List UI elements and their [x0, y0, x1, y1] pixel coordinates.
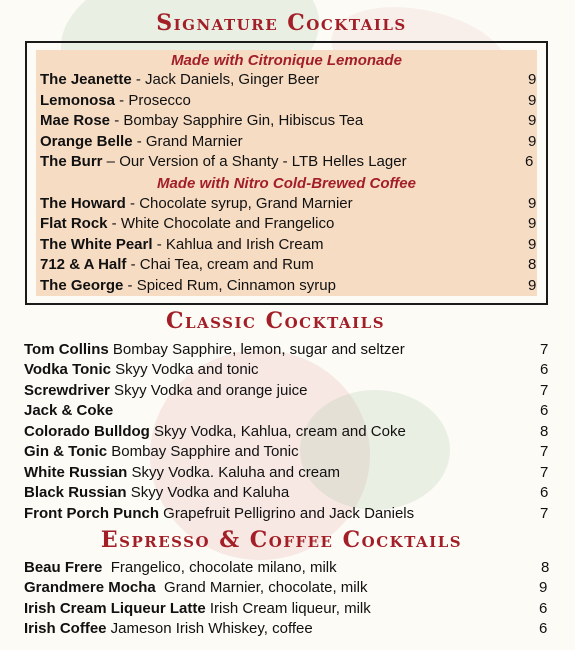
- item-separator: -: [125, 195, 140, 212]
- item-separator: -: [123, 277, 137, 294]
- menu-item: [24, 599, 371, 619]
- item-name: Screwdriver: [24, 382, 110, 399]
- item-name: Orange Belle: [40, 133, 133, 150]
- item-price: 8: [528, 256, 537, 273]
- item-name: Front Porch Punch: [24, 505, 159, 522]
- item-name: Irish Coffee: [24, 620, 107, 637]
- item-separator: -: [107, 215, 121, 232]
- item-name: Irish Cream Liqueur Latte: [24, 600, 206, 617]
- item-price: 6: [525, 153, 534, 170]
- item-description: Skyy Vodka, Kahlua, cream and Coke: [149, 423, 406, 440]
- item-price: 9: [528, 215, 537, 232]
- item-description: Skyy Vodka and tonic: [110, 361, 259, 378]
- item-description: Jameson Irish Whiskey, coffee: [106, 620, 313, 637]
- menu-item: [24, 483, 289, 503]
- nitro-coffee-subheading: Made with Nitro Cold-Brewed Coffee: [157, 175, 416, 192]
- item-price: 7: [540, 382, 549, 399]
- menu-item: [24, 504, 414, 524]
- item-price: 8: [540, 423, 549, 440]
- item-price: 9: [528, 92, 537, 109]
- item-description: Prosecco: [128, 92, 191, 109]
- menu-item: [24, 619, 313, 639]
- item-name: Mae Rose: [40, 112, 111, 129]
- item-description: Our Version of a Shanty - LTB Helles Lager: [119, 153, 407, 170]
- item-name: Grandmere Mocha: [24, 579, 156, 596]
- item-price: 8: [541, 559, 550, 576]
- menu-item: [24, 360, 259, 380]
- item-description: Grapefruit Pelligrino and Jack Daniels: [159, 505, 415, 522]
- item-price: 9: [528, 112, 537, 129]
- item-description: Grand Marnier, chocolate, milk: [155, 579, 368, 596]
- item-price: 7: [540, 341, 549, 358]
- item-description: White Chocolate and Frangelico: [120, 215, 335, 232]
- item-price: 7: [540, 464, 549, 481]
- item-name: Flat Rock: [40, 215, 108, 232]
- item-name: Gin & Tonic: [24, 443, 108, 460]
- menu-item: [40, 276, 336, 296]
- item-description: Kahlua and Irish Cream: [165, 236, 324, 253]
- item-separator: -: [115, 92, 129, 109]
- item-price: 6: [540, 361, 549, 378]
- item-name: The Jeanette: [40, 71, 132, 88]
- item-description: Bombay Sapphire Gin, Hibiscus Tea: [123, 112, 364, 129]
- item-description: Chocolate syrup, Grand Marnier: [139, 195, 353, 212]
- item-price: 9: [528, 71, 537, 88]
- item-price: 9: [528, 236, 537, 253]
- menu-item: [24, 340, 405, 360]
- item-description: Frangelico, chocolate milano, milk: [102, 559, 337, 576]
- item-name: White Russian: [24, 464, 128, 481]
- item-price: 6: [539, 620, 548, 637]
- citronique-subheading: Made with Citronique Lemonade: [171, 52, 402, 69]
- menu-item: [40, 255, 314, 275]
- menu-item: [40, 70, 319, 90]
- menu-item: [40, 132, 243, 152]
- espresso-coffee-cocktails-heading: Espresso & Coffee Cocktails: [100, 527, 463, 553]
- menu-item: [24, 381, 308, 401]
- menu-item: [40, 152, 407, 172]
- item-separator: -: [152, 236, 166, 253]
- item-name: Jack & Coke: [24, 402, 114, 419]
- item-price: 6: [540, 484, 549, 501]
- item-separator: -: [131, 71, 146, 88]
- item-price: 9: [539, 579, 548, 596]
- menu-item: [40, 111, 363, 131]
- item-name: Tom Collins: [24, 341, 109, 358]
- item-price: 7: [540, 443, 549, 460]
- item-description: Skyy Vodka. Kaluha and cream: [127, 464, 340, 481]
- menu-item: [40, 235, 323, 255]
- item-description: Spiced Rum, Cinnamon syrup: [136, 277, 336, 294]
- menu-item: [24, 442, 299, 462]
- item-description: Chai Tea, cream and Rum: [139, 256, 314, 273]
- item-name: Vodka Tonic: [24, 361, 111, 378]
- item-name: Black Russian: [24, 484, 127, 501]
- background-decoration: [300, 390, 450, 510]
- item-separator: -: [110, 112, 124, 129]
- item-description: Jack Daniels, Ginger Beer: [145, 71, 320, 88]
- item-description: Grand Marnier: [145, 133, 243, 150]
- signature-cocktails-heading: Signature Cocktails: [156, 10, 407, 36]
- item-name: The George: [40, 277, 124, 294]
- menu-item: [40, 91, 191, 111]
- menu-item: [24, 578, 367, 598]
- item-price: 6: [540, 402, 549, 419]
- item-separator: –: [102, 153, 120, 170]
- item-price: 9: [528, 277, 537, 294]
- item-name: 712 & A Half: [40, 256, 127, 273]
- menu-item: [40, 194, 353, 214]
- menu-item: [24, 401, 113, 421]
- menu-item: [24, 463, 340, 483]
- menu-item: [24, 422, 406, 442]
- menu-item: [40, 214, 334, 234]
- item-name: Beau Frere: [24, 559, 103, 576]
- item-name: Colorado Bulldog: [24, 423, 150, 440]
- item-description: Irish Cream liqueur, milk: [205, 600, 371, 617]
- item-separator: -: [132, 133, 146, 150]
- item-description: Bombay Sapphire, lemon, sugar and seltzer: [108, 341, 405, 358]
- item-name: The Burr: [40, 153, 103, 170]
- item-description: Skyy Vodka and orange juice: [109, 382, 308, 399]
- item-description: Bombay Sapphire and Tonic: [107, 443, 299, 460]
- classic-cocktails-heading: Classic Cocktails: [165, 308, 386, 334]
- item-price: 9: [528, 133, 537, 150]
- item-name: The Howard: [40, 195, 126, 212]
- item-description: Skyy Vodka and Kaluha: [126, 484, 290, 501]
- item-name: Lemonosa: [40, 92, 116, 109]
- item-price: 9: [528, 195, 537, 212]
- item-price: 6: [539, 600, 548, 617]
- item-separator: -: [126, 256, 140, 273]
- menu-item: [24, 558, 337, 578]
- item-price: 7: [540, 505, 549, 522]
- item-name: The White Pearl: [40, 236, 153, 253]
